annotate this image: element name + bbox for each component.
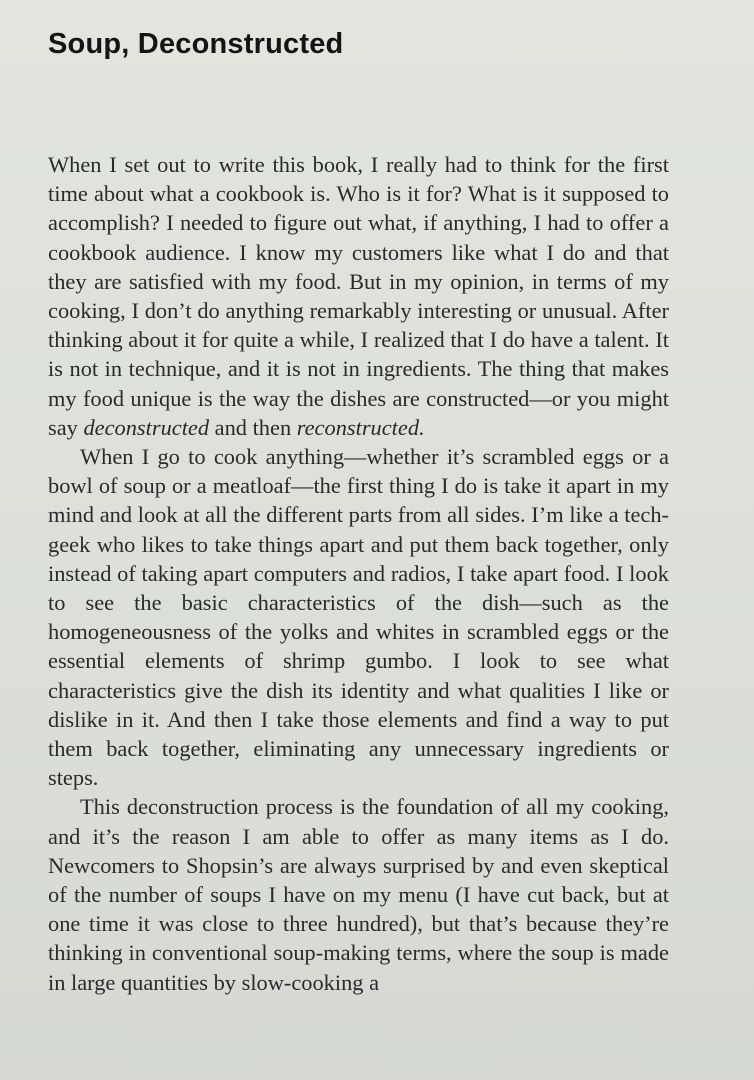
paragraph-3 (48, 792, 669, 996)
body-text (48, 150, 669, 997)
emphasis-reconstructed: reconstructed. (296, 414, 425, 440)
chapter-title: Soup, Deconstructed (48, 28, 344, 60)
paragraph-3-text: This deconstruction process is the foundation of all my cooking, and it’s the reason I am able to offer as many items as I do. Newcomers to Shopsin’s are always surprised by and even skeptical of the number of soups I have on my menu (I have cut back, but at one time it was close to three hundred), but that’s because they’re thinking in conventional soup-making terms, where the soup is made in large quantities by slow-cooking a (48, 794, 669, 995)
paragraph-1 (48, 150, 669, 442)
paragraph-2 (48, 442, 669, 792)
emphasis-deconstructed: deconstructed (83, 414, 210, 440)
paragraph-1-text: When I set out to write this book, I really had to think for the first time about what a cookbook is. Who is it for? What is it supposed to accomplish? I needed to figure out what, if anything, I had to offer a cookbook audience. I know my customers like what I do and that they are satisfied with my food. But in my opinion, in terms of my cooking, I don’t do anything remarkably interesting or unusual. After thinking about it for quite a while, I realized that I do have a talent. It is not in technique, and it is not in ingredients. The thing that makes my food unique is the way the dishes are constructed—or you might say (48, 152, 669, 440)
paragraph-2-text: When I go to cook anything—whether it’s scrambled eggs or a bowl of soup or a meatloaf—the first thing I do is take it apart in my mind and look at all the different parts from all sides. I’m like a tech-geek who likes to take things apart and put them back together, only instead of taking apart computers and radios, I take apart food. I look to see the basic characteristics of the dish—such as the homogeneousness of the yolks and whites in scrambled eggs or the essential elements of shrimp gumbo. I look to see what characteristics give the dish its identity and what qualities I like or dislike in it. And then I take those elements and find a way to put them back together, eliminating any unnecessary ingredients or steps. (48, 444, 669, 791)
paragraph-1-text-cont: and then (209, 414, 297, 440)
